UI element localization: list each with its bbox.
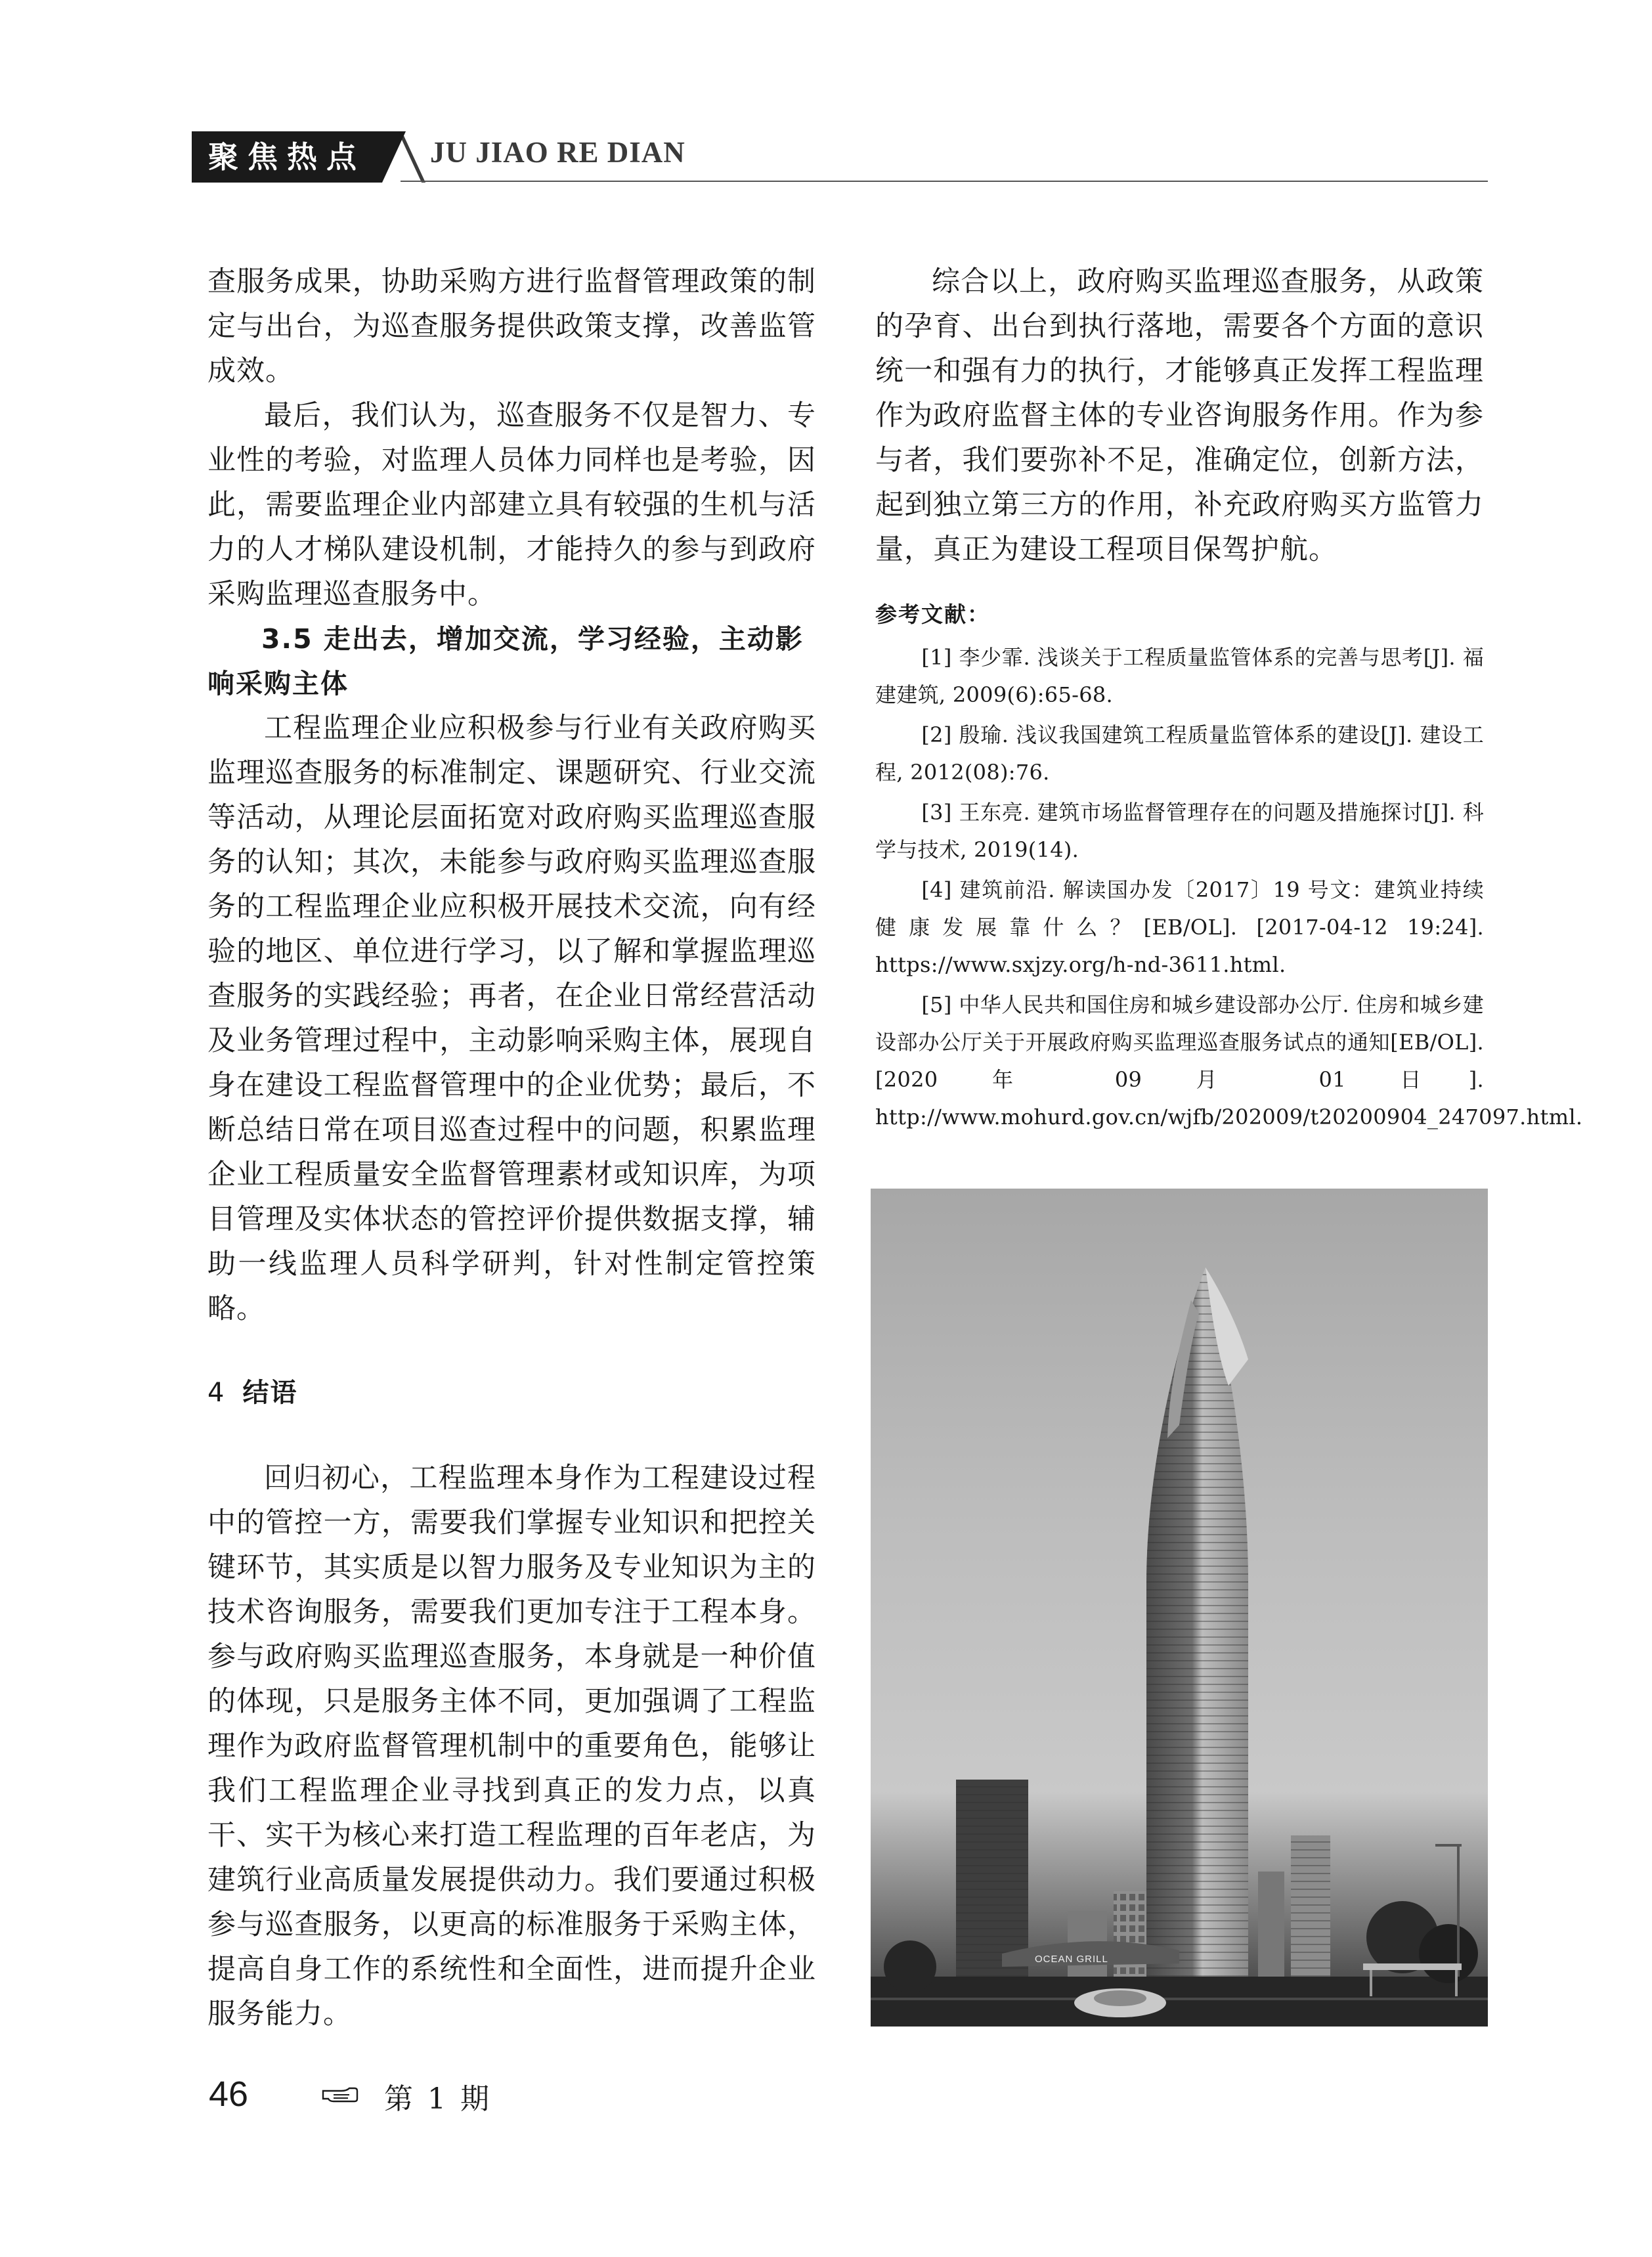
header-rule <box>401 181 1488 182</box>
skyscraper-photo <box>871 1189 1488 2027</box>
section-tab: 聚焦热点 <box>192 131 382 183</box>
pointing-hand-icon <box>320 2080 360 2107</box>
bus-shelter-post <box>1370 1970 1372 1996</box>
building-sign: OCEAN GRILL <box>1035 1954 1108 1965</box>
paragraph: 综合以上，政府购买监理巡查服务，从政策的孕育、出台到执行落地，需要各个方面的意识统一和强有力的执行，才能够真正发挥工程监理作为政府监督主体的专业咨询服务作用。作为参与者，我们要弥补不足，准确定位，创新方法，起到独立第三方的作用，补充政府购买方监管力量，真正为建设工程项目保驾护航。 <box>875 265 1484 566</box>
section-heading <box>207 1373 816 1413</box>
issue-label: 第 1 期 <box>384 2082 492 2116</box>
reference-item: [5] 中华人民共和国住房和城乡建设部办公厅. 住房和城乡建设部办公厅关于开展政府购买监理巡查服务试点的通知[EB/OL]. [2020 年 09 月 01 日]. http://www.mohurd.gov.cn/wjfb/202009/t20200904_247097.html. <box>875 992 1583 1129</box>
street-lamp <box>1457 1845 1460 1977</box>
bus-shelter-roof <box>1363 1963 1462 1970</box>
tree <box>884 1940 936 1993</box>
tree <box>1419 1924 1478 1983</box>
paragraph: 查服务成果，协助采购方进行监督管理政策的制定与出台，为巡查服务提供政策支撑，改善监管成效。 <box>207 265 816 387</box>
section-number: 4 <box>207 1378 226 1408</box>
paragraph: 回归初心，工程监理本身作为工程建设过程中的管控一方，需要我们掌握专业知识和把控关键环节，其实质是以智力服务及专业知识为主的技术咨询服务，需要我们更加专注于工程本身。参与政府购买监理巡查服务，本身就是一种价值的体现，只是服务主体不同，更加强调了工程监理作为政府监督管理机制中的重要角色，能够让我们工程监理企业寻找到真正的发力点，以真干、实干为核心来打造工程监理的百年老店，为建筑行业高质量发展提供动力。我们要通过积极参与巡查服务，以更高的标准服务于采购主体，提高自身工作的系统性和全面性，进而提升企业服务能力。 <box>207 1462 816 2030</box>
section-tab-stripe <box>398 131 425 183</box>
reference-item: [1] 李少霏. 浅谈关于工程质量监管体系的完善与思考[J]. 福建建筑, 2009(6):65-68. <box>875 645 1484 707</box>
paragraph: 最后，我们认为，巡查服务不仅是智力、专业性的考验，对监理人员体力同样也是考验，因此，需要监理企业内部建立具有较强的生机与活力的人才梯队建设机制，才能持久的参与到政府采购监理巡查服务中。 <box>207 399 816 611</box>
subheading: 3.5 走出去，增加交流，学习经验，主动影响采购主体 <box>207 623 804 699</box>
section-title: 结语 <box>242 1378 298 1408</box>
left-column <box>207 259 816 2036</box>
paragraph: 工程监理企业应积极参与行业有关政府购买监理巡查服务的标准制定、课题研究、行业交流等活动，从理论层面拓宽对政府购买监理巡查服务的认知；其次，未能参与政府购买监理巡查服务的工程监理企业应积极开展技术交流，向有经验的地区、单位进行学习，以了解和掌握监理巡查服务的实践经验；再者，在企业日常经营活动及业务管理过程中，主动影响采购主体，展现自身在建设工程监督管理中的企业优势；最后，不断总结日常在项目巡查过程中的问题，积累监理企业工程质量安全监督管理素材或知识库，为项目管理及实体状态的管控评价提供数据支撑，辅助一线监理人员科学研判，针对性制定管控策略。 <box>207 712 816 1325</box>
street-lamp-arm <box>1435 1844 1462 1847</box>
references-title: 参考文献： <box>875 602 990 627</box>
street <box>871 1977 1488 2027</box>
page-number: 46 <box>209 2074 249 2114</box>
road-marking <box>871 1998 1488 2000</box>
reference-item: [2] 殷瑜. 浅议我国建筑工程质量监管体系的建设[J]. 建设工程, 2012(08):76. <box>875 722 1484 785</box>
section-pinyin: JU JIAO RE DIAN <box>430 136 685 169</box>
skyscraper-illustration <box>871 1189 1488 2027</box>
reference-item: [4] 建筑前沿. 解读国办发〔2017〕19 号文：建筑业持续健康发展靠什么？[EB/OL]. [2017-04-12 19:24]. https://www.sxjzy.org/h-nd-3611.html. <box>875 877 1484 977</box>
car-window <box>1094 1990 1146 2006</box>
right-column <box>875 259 1583 1136</box>
reference-item: [3] 王东亮. 建筑市场监督管理存在的问题及措施探讨[J]. 科学与技术, 2019(14). <box>875 800 1484 862</box>
bus-shelter-post <box>1455 1970 1458 1996</box>
